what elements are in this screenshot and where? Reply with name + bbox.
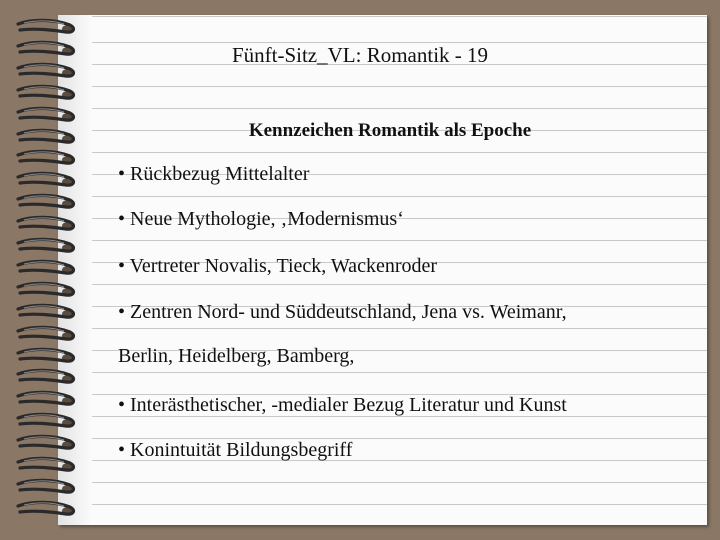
spiral-binding-ring-icon xyxy=(14,171,84,191)
spiral-binding xyxy=(14,18,84,528)
spiral-binding-ring-icon xyxy=(14,434,84,454)
spiral-binding-ring-icon xyxy=(14,149,84,169)
list-item: • Rückbezug Mittelalter xyxy=(118,163,310,185)
spiral-binding-ring-icon xyxy=(14,390,84,410)
list-item: • Neue Mythologie, ‚Modernismus‘ xyxy=(118,208,404,230)
spiral-binding-ring-icon xyxy=(14,456,84,476)
list-item: • Interästhetischer, -medialer Bezug Literatur und Kunst xyxy=(118,394,567,416)
spiral-binding-ring-icon xyxy=(14,237,84,257)
spiral-binding-ring-icon xyxy=(14,478,84,498)
spiral-binding-ring-icon xyxy=(14,281,84,301)
slide-title: Fünft-Sitz_VL: Romantik - 19 xyxy=(231,43,489,67)
list-item: • Vertreter Novalis, Tieck, Wackenroder xyxy=(118,255,438,277)
spiral-binding-ring-icon xyxy=(14,18,84,38)
spiral-binding-ring-icon xyxy=(14,500,84,520)
section-heading: Kennzeichen Romantik als Epoche xyxy=(248,120,532,141)
spiral-binding-ring-icon xyxy=(14,84,84,104)
spiral-binding-ring-icon xyxy=(14,325,84,345)
spiral-binding-ring-icon xyxy=(14,368,84,388)
spiral-binding-ring-icon xyxy=(14,347,84,367)
spiral-binding-ring-icon xyxy=(14,412,84,432)
spiral-binding-ring-icon xyxy=(14,215,84,235)
spiral-binding-ring-icon xyxy=(14,303,84,323)
list-item-continuation: Berlin, Heidelberg, Bamberg, xyxy=(118,345,355,367)
list-item: • Zentren Nord- und Süddeutschland, Jena vs. Weimanr, xyxy=(118,301,567,323)
list-item: • Konintuität Bildungsbegriff xyxy=(118,439,353,461)
spiral-binding-ring-icon xyxy=(14,259,84,279)
spiral-binding-ring-icon xyxy=(14,193,84,213)
